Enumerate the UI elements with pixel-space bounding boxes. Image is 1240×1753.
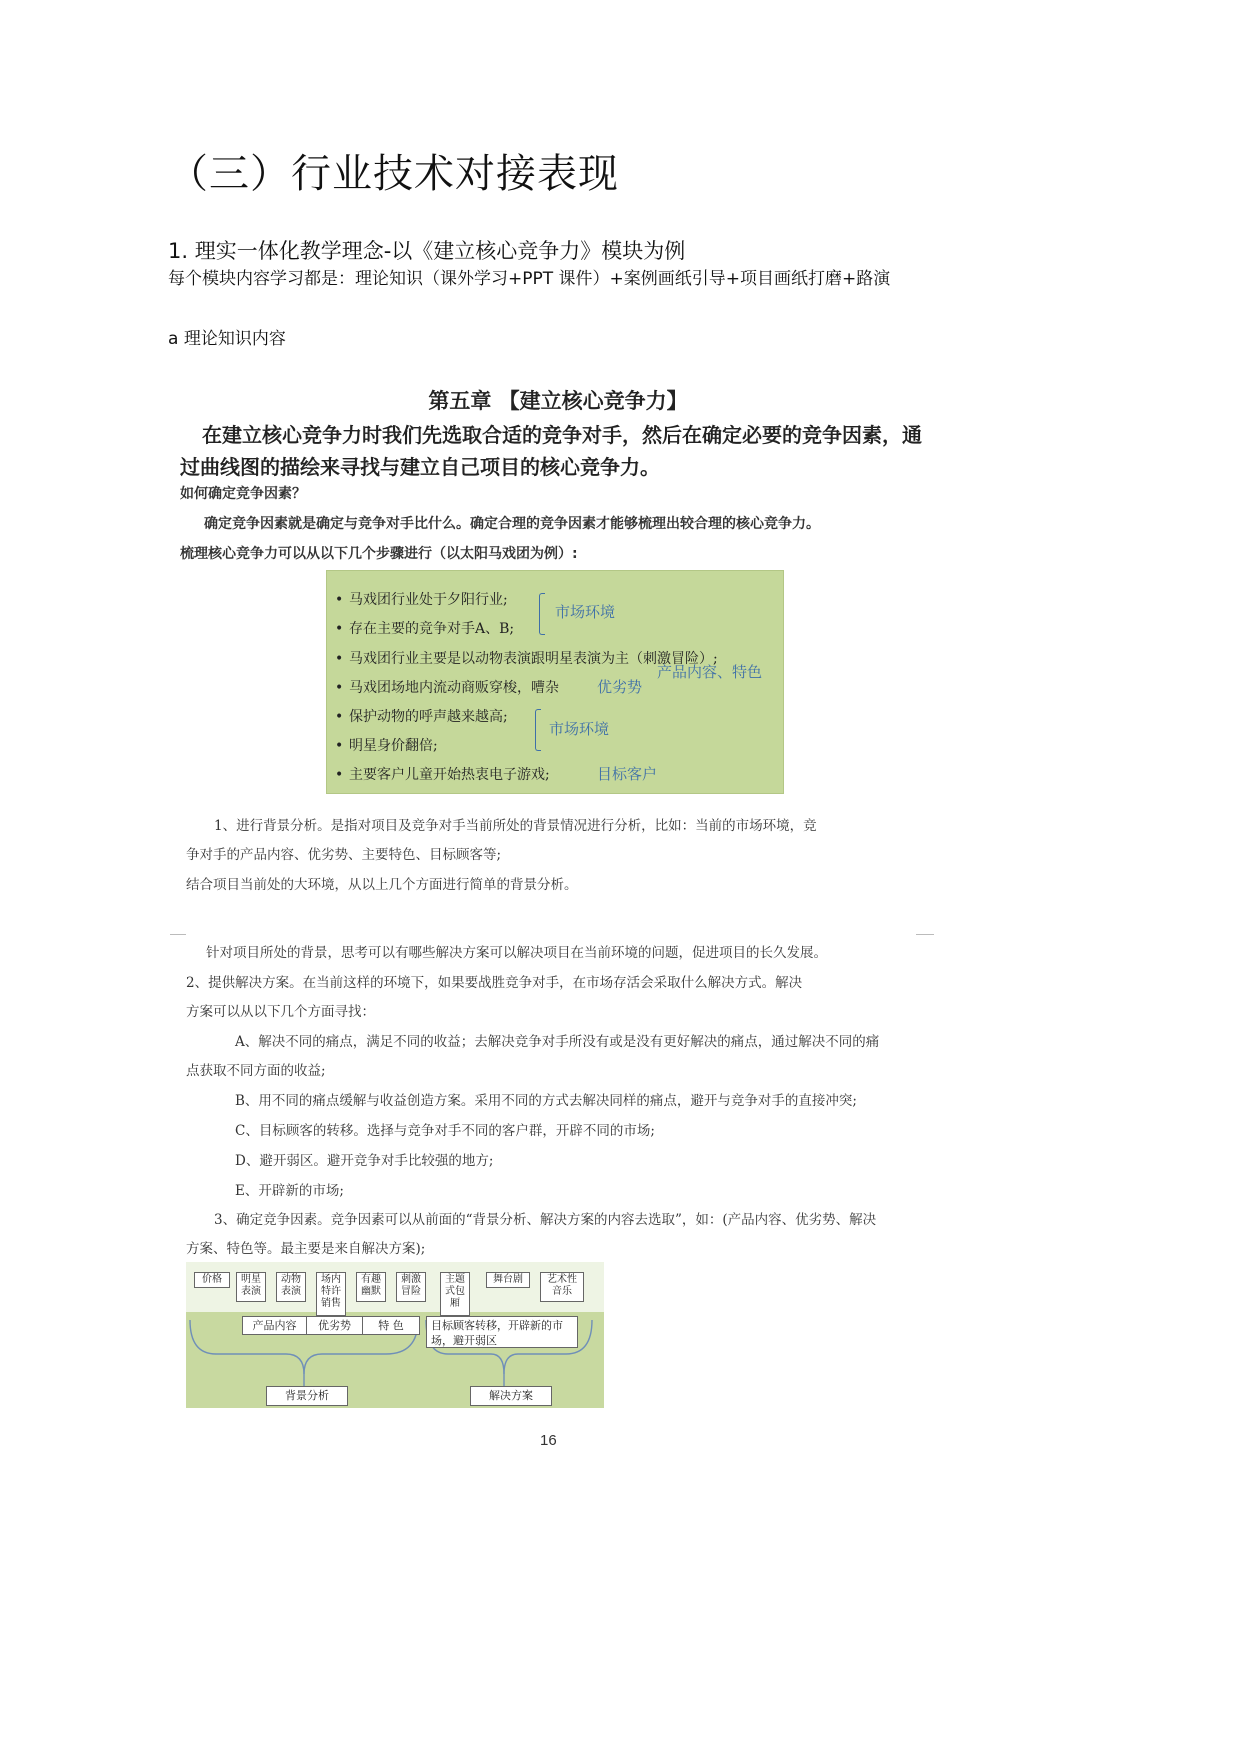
competition-factor-diagram <box>186 1262 604 1408</box>
annotation-market-env-2: 市场环境 <box>549 720 610 738</box>
subheading-a: a 理论知识内容 <box>168 329 286 349</box>
body-paragraph: C、目标顾客的转移。选择与竞争对手不同的客户群，开辟不同的市场; <box>235 1123 655 1139</box>
annotation-market-env-1: 市场环境 <box>555 603 616 621</box>
annotation-target: 目标客户 <box>597 765 658 783</box>
annotation-product: 产品内容、特色 <box>657 663 763 681</box>
item-title: 1. 理实一体化教学理念-以《建立核心竞争力》模块为例 <box>168 239 686 263</box>
annotation-advantage: 优劣势 <box>597 678 643 696</box>
solution-factors-group: 目标顾客转移，开辟新的市场，避开弱区 <box>426 1316 578 1348</box>
brace-env-2 <box>535 709 541 751</box>
divider <box>170 934 186 935</box>
factor-tag: 舞台剧 <box>486 1272 530 1288</box>
section-title: （三）行业技术对接表现 <box>168 151 619 197</box>
chapter-lead: 在建立核心竞争力时我们先选取合适的竞争对手，然后在确定必要的竞争因素，通过曲线图的描绘来寻找与建立自己项目的核心竞争力。 <box>180 423 922 479</box>
body-paragraph: B、用不同的痛点缓解与收益创造方案。采用不同的方式去解决同样的痛点，避开与竞争对手的直接冲突; <box>235 1093 857 1109</box>
slide-line-1: 确定竞争因素就是确定与竞争对手比什么。确定合理的竞争因素才能够梳理出较合理的核心竞争力。 <box>204 516 820 532</box>
circus-example-box <box>326 570 784 794</box>
factor-tag: 场内特许销售 <box>316 1272 346 1316</box>
slide-question: 如何确定竞争因素？ <box>180 486 306 502</box>
body-paragraph: 1、进行背景分析。是指对项目及竞争对手当前所处的背景情况进行分析，比如：当前的市场环境，竞 <box>214 818 817 834</box>
brace-env-1 <box>539 593 545 635</box>
slide-line-2: 梳理核心竞争力可以从以下几个步骤进行（以太阳马戏团为例）: <box>180 546 578 562</box>
body-paragraph: 3、确定竞争因素。竞争因素可以从前面的“背景分析、解决方案的内容去选取”，如：(产品内容、优劣势、解决 <box>214 1212 877 1228</box>
bullet-item: • 马戏团场地内流动商贩穿梭，嘈杂 <box>335 680 559 696</box>
factor-tag: 动物表演 <box>276 1272 306 1302</box>
factor-tag: 刺激冒险 <box>396 1272 426 1302</box>
bullet-item: • 主要客户儿童开始热衷电子游戏; <box>335 767 550 783</box>
bullet-item: • 马戏团行业处于夕阳行业; <box>335 592 508 608</box>
bullet-item: • 存在主要的竞争对手A、B; <box>335 621 515 637</box>
intro-paragraph: 每个模块内容学习都是：理论知识（课外学习+PPT 课件）+案例画纸引导+项目画纸打磨+路演 <box>168 269 891 289</box>
solution-label: 解决方案 <box>470 1386 552 1406</box>
factor-tag: 有趣幽默 <box>356 1272 386 1302</box>
body-paragraph: E、开辟新的市场; <box>235 1183 344 1199</box>
body-paragraph: D、避开弱区。避开竞争对手比较强的地方; <box>235 1153 494 1169</box>
body-paragraph: A、解决不同的痛点，满足不同的收益；去解决竞争对手所没有或是没有更好解决的痛点，通过解决不同的痛 <box>235 1034 880 1050</box>
background-factors-group: 产品内容 优劣势 特 色 <box>242 1316 420 1335</box>
body-paragraph: 争对手的产品内容、优劣势、主要特色、目标顾客等; <box>186 847 502 863</box>
page-number: 16 <box>540 1432 557 1449</box>
body-paragraph: 点获取不同方面的收益; <box>186 1063 326 1079</box>
bullet-item: • 明星身价翻倍; <box>335 738 438 754</box>
factor-tag: 明星表演 <box>236 1272 266 1302</box>
body-paragraph: 针对项目所处的背景，思考可以有哪些解决方案可以解决项目在当前环境的问题，促进项目的长久发展。 <box>206 945 827 961</box>
factor-tag: 价格 <box>194 1272 230 1288</box>
bullet-item: • 马戏团行业主要是以动物表演跟明星表演为主（刺激冒险）; <box>335 651 718 667</box>
body-paragraph: 2、提供解决方案。在当前这样的环境下，如果要战胜竞争对手，在市场存活会采取什么解决方式。解决 <box>186 975 803 991</box>
body-paragraph: 方案、特色等。最主要是来自解决方案); <box>186 1241 426 1257</box>
chapter-title: 第五章 【建立核心竞争力】 <box>428 389 688 413</box>
body-paragraph: 结合项目当前处的大环境，从以上几个方面进行简单的背景分析。 <box>186 877 578 893</box>
factor-tag: 艺术性音乐 <box>540 1272 584 1302</box>
factor-tag: 主题式包厢 <box>440 1272 470 1316</box>
background-analysis-label: 背景分析 <box>266 1386 348 1406</box>
body-paragraph: 方案可以从以下几个方面寻找： <box>186 1004 375 1020</box>
bullet-item: • 保护动物的呼声越来越高; <box>335 709 508 725</box>
divider <box>916 934 934 935</box>
